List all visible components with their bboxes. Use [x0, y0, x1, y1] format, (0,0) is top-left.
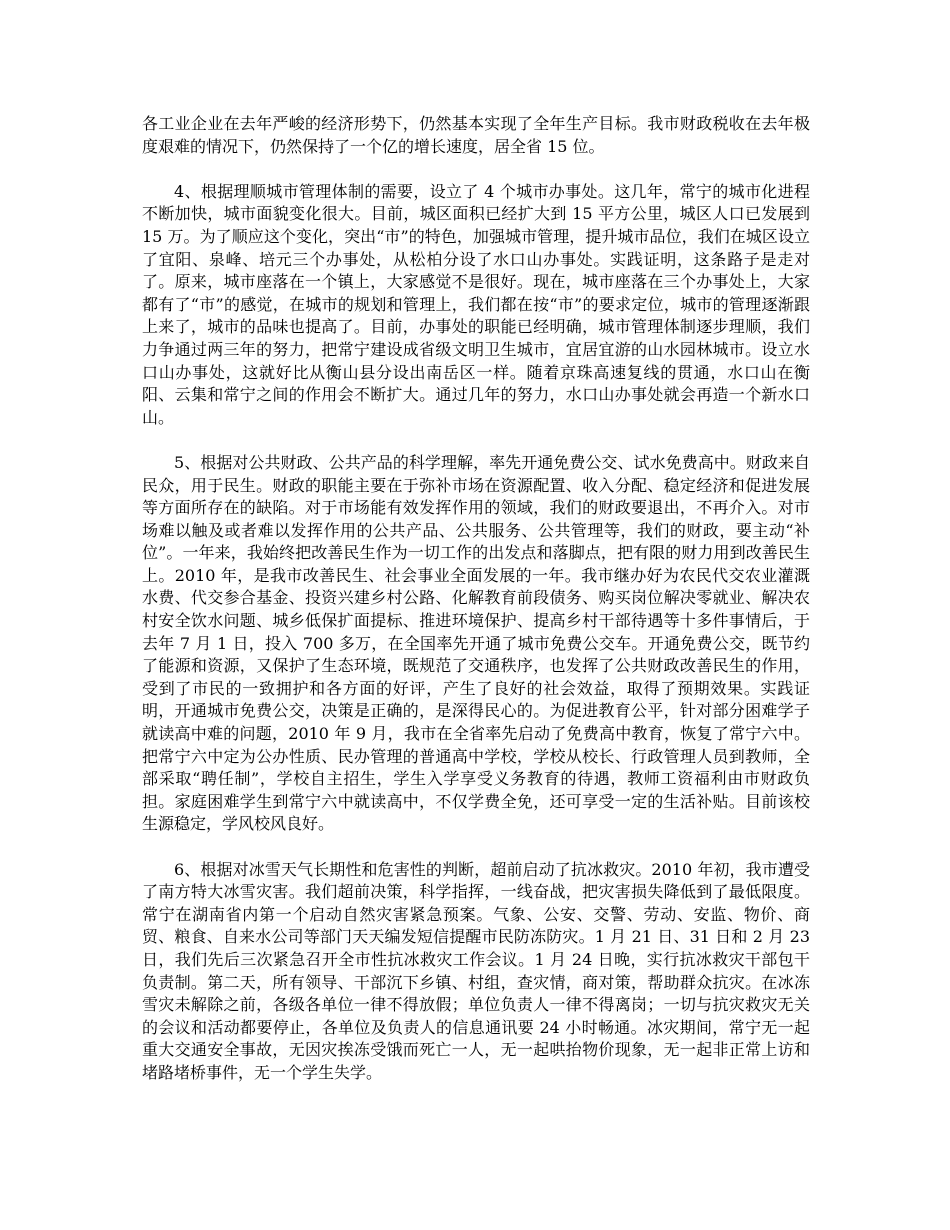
paragraph-economy-summary: 各工业企业在去年严峻的经济形势下，仍然基本实现了全年生产目标。我市财政税收在去年极度艰难的情况下，仍然保持了一个亿的增长速度，居全省 15 位。 — [142, 114, 810, 156]
paragraph-public-finance: 5、根据对公共财政、公共产品的科学理解，率先开通免费公交、试水免费高中。财政来自民众，用于民生。财政的职能主要在于弥补市场在资源配置、收入分配、稳定经济和促进发展等方面所存在的缺陷。对于市场能有效发挥作用的领域，我们的财政要退出，不再介入。对市场难以触及或者难以发挥作用的公共产品、公共服务、公共管理等，我们的财政，要主动“补位”。一年来，我始终把改善民生作为一切工作的出发点和落脚点，把有限的财力用到改善民生上。2010 年，是我市改善民生、社会事业全面发展的一年。我市继办好为农民代交农业灌溉水费、代交参合基金、投资兴建乡村公路、化解教育前段债务、购买岗位解决零就业、解决农村安全饮水问题、城乡低保扩面提标、推进环境保护、提高乡村干部待遇等十多件事情后，于去年 7 月 1 日，投入 700 多万，在全国率先开通了城市免费公交车。开通免费公交，既节约了能源和资源，又保护了生态环境，既规范了交通秩序，也发挥了公共财政改善民生的作用，受到了市民的一致拥护和各方面的好评，产生了良好的社会效益，取得了预期效果。实践证明，开通城市免费公交，决策是正确的，是深得民心的。为促进教育公平，针对部分困难学子就读高中难的问题，2010 年 9 月，我市在全省率先启动了免费高中教育，恢复了常宁六中。把常宁六中定为公办性质、民办管理的普通高中学校，学校从校长、行政管理人员到教师，全部采取“聘任制”，学校自主招生，学生入学享受义务教育的待遇，教师工资福利由市财政负担。家庭困难学生到常宁六中就读高中，不仅学费全免，还可享受一定的生活补贴。目前该校生源稳定，学风校风良好。 — [142, 452, 810, 834]
document-body — [142, 113, 810, 1107]
paragraph-city-offices: 4、根据理顺城市管理体制的需要，设立了 4 个城市办事处。这几年，常宁的城市化进程不断加快，城市面貌变化很大。目前，城区面积已经扩大到 15 平方公里，城区人口已发展到 15 万。为了顺应这个变化，突出“市”的特色，加强城市管理，提升城市品位，我们在城区设立了宜阳、泉峰、培元三个办事处，从松柏分设了水口山办事处。实践证明，这条路子是走对了。原来，城市座落在一个镇上，大家感觉不是很好。现在，城市座落在三个办事处上，大家都有了“市”的感觉，在城市的规划和管理上，我们都在按“市”的要求定位，城市的管理逐渐跟上来了，城市的品味也提高了。目前，办事处的职能已经明确，城市管理体制逐步理顺，我们力争通过两三年的努力，把常宁建设成省级文明卫生城市，宜居宜游的山水园林城市。设立水口山办事处，这就好比从衡山县分设出南岳区一样。随着京珠高速复线的贯通，水口山在衡阳、云集和常宁之间的作用会不断扩大。通过几年的努力，水口山办事处就会再造一个新水口山。 — [142, 181, 810, 427]
paragraph-ice-disaster: 6、根据对冰雪天气长期性和危害性的判断，超前启动了抗冰救灾。2010 年初，我市遭受了南方特大冰雪灾害。我们超前决策，科学指挥，一线奋战，把灾害损失降低到了最低限度。常宁在湖南省内第一个启动自然灾害紧急预案。气象、公安、交警、劳动、安监、物价、商贸、粮食、自来水公司等部门天天编发短信提醒市民防冻防灾。1 月 21 日、31 日和 2 月 23 日，我们先后三次紧急召开全市性抗冰救灾工作会议。1 月 24 日晚，实行抗冰救灾干部包干负责制。第二天，所有领导、干部沉下乡镇、村组，查灾情，商对策，帮助群众抗灾。在冰冻雪灾未解除之前，各级各单位一律不得放假；单位负责人一律不得离岗；一切与抗灾救灾无关的会议和活动都要停止，各单位及负责人的信息通讯要 24 小时畅通。冰灾期间，常宁无一起重大交通安全事故，无因灾挨冻受饿而死亡一人，无一起哄抬物价现象，无一起非正常上访和堵路堵桥事件，无一个学生失学。 — [142, 859, 810, 1082]
